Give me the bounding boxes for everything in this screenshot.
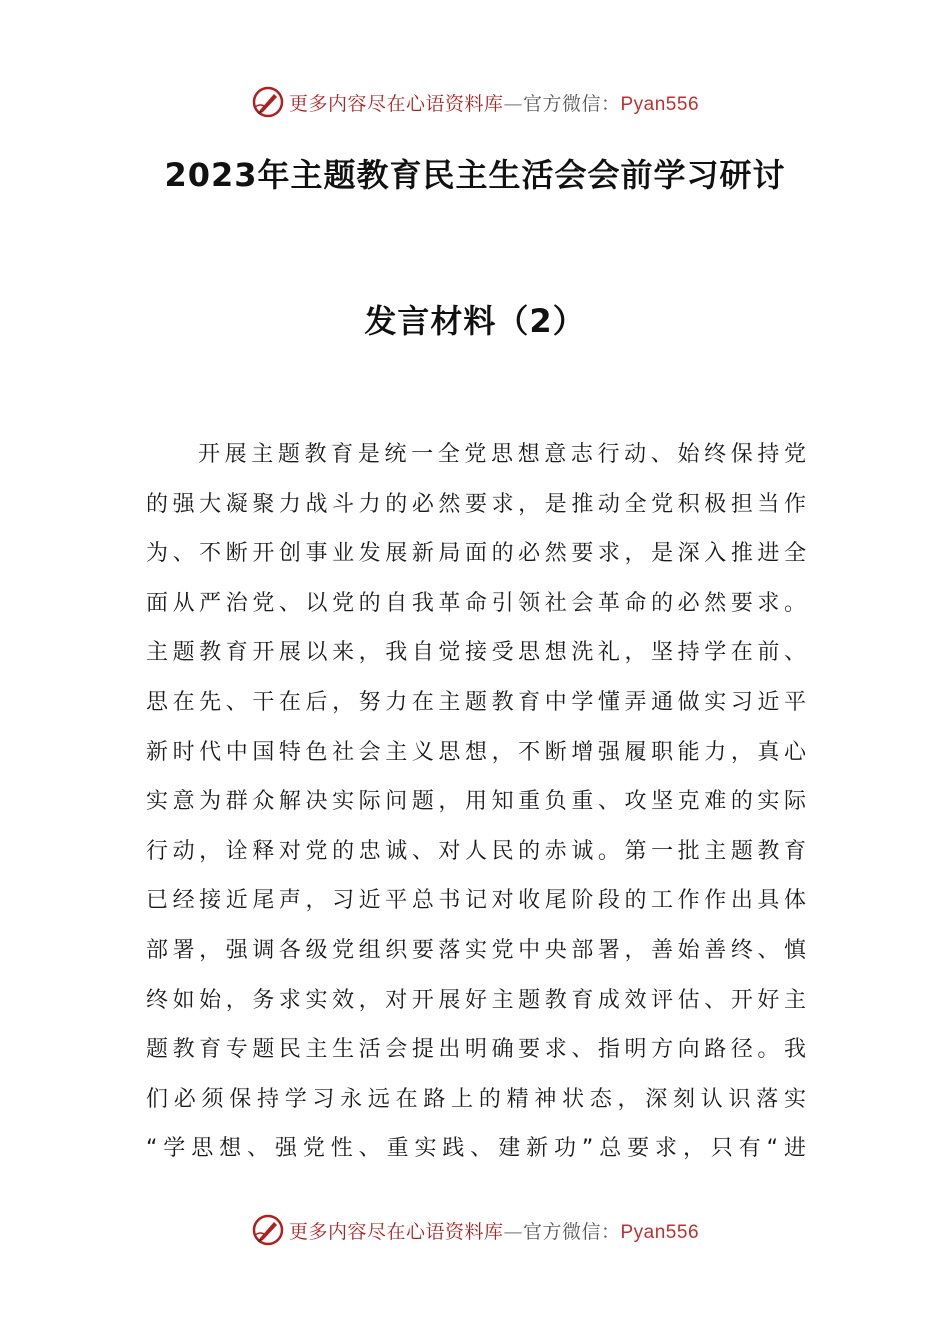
watermark-wechat-label: 官方微信： [522, 92, 621, 115]
document-body [146, 430, 806, 1174]
watermark-wechat-id: Pyan556 [620, 1221, 700, 1243]
header-watermark [0, 82, 950, 122]
body-line: 开展主题教育是统一全党思想意志行动、始终保持党 [198, 442, 806, 467]
body-line: 为、不断开创事业发展新局面的必然要求，是深入推进全 [146, 541, 806, 567]
body-line: 思在先、干在后，努力在主题教育中学懂弄通做实习近平 [146, 689, 806, 715]
body-line: 行动，诠释对党的忠诚、对人民的赤诚。第一批主题教育 [146, 838, 806, 864]
watermark-wechat-label: 官方微信： [522, 1220, 621, 1243]
watermark-dash: — [503, 92, 523, 115]
watermark-dash: — [503, 1220, 523, 1243]
body-line: 们必须保持学习永远在路上的精神状态，深刻认识落实 [146, 1086, 806, 1112]
body-line: 的强大凝聚力战斗力的必然要求，是推动全党积极担当作 [146, 491, 806, 517]
body-line: 部署，强调各级党组织要落实党中央部署，善始善终、慎 [146, 937, 806, 963]
pen-logo-icon [251, 85, 285, 119]
watermark-text [289, 1217, 699, 1244]
body-line: 已经接近尾声，习近平总书记对收尾阶段的工作作出具体 [146, 888, 806, 914]
body-line: 主题教育开展以来，我自觉接受思想洗礼，坚持学在前、 [146, 640, 806, 666]
body-line: 实意为群众解决实际问题，用知重负重、攻坚克难的实际 [146, 789, 806, 815]
body-line: 面从严治党、以党的自我革命引领社会革命的必然要求。 [146, 590, 806, 616]
watermark-text [289, 89, 699, 116]
body-line: 新时代中国特色社会主义思想，不断增强履职能力，真心 [146, 739, 806, 765]
watermark-red-text: 更多内容尽在心语资料库 [288, 1220, 504, 1243]
body-line: 终如始，务求实效，对开展好主题教育成效评估、开好主 [146, 987, 806, 1013]
watermark-wechat-id: Pyan556 [620, 93, 700, 115]
document-title-line-2: 发言材料（2） [364, 302, 586, 340]
document-title-line-1: 2023年主题教育民主生活会会前学习研讨 [164, 156, 786, 194]
footer-watermark [0, 1210, 950, 1250]
body-line: “学思想、强党性、重实践、建新功”总要求，只有“进 [146, 1136, 806, 1162]
pen-logo-icon [251, 1213, 285, 1247]
body-line: 题教育专题民主生活会提出明确要求、指明方向路径。我 [146, 1037, 806, 1063]
watermark-red-text: 更多内容尽在心语资料库 [288, 92, 504, 115]
